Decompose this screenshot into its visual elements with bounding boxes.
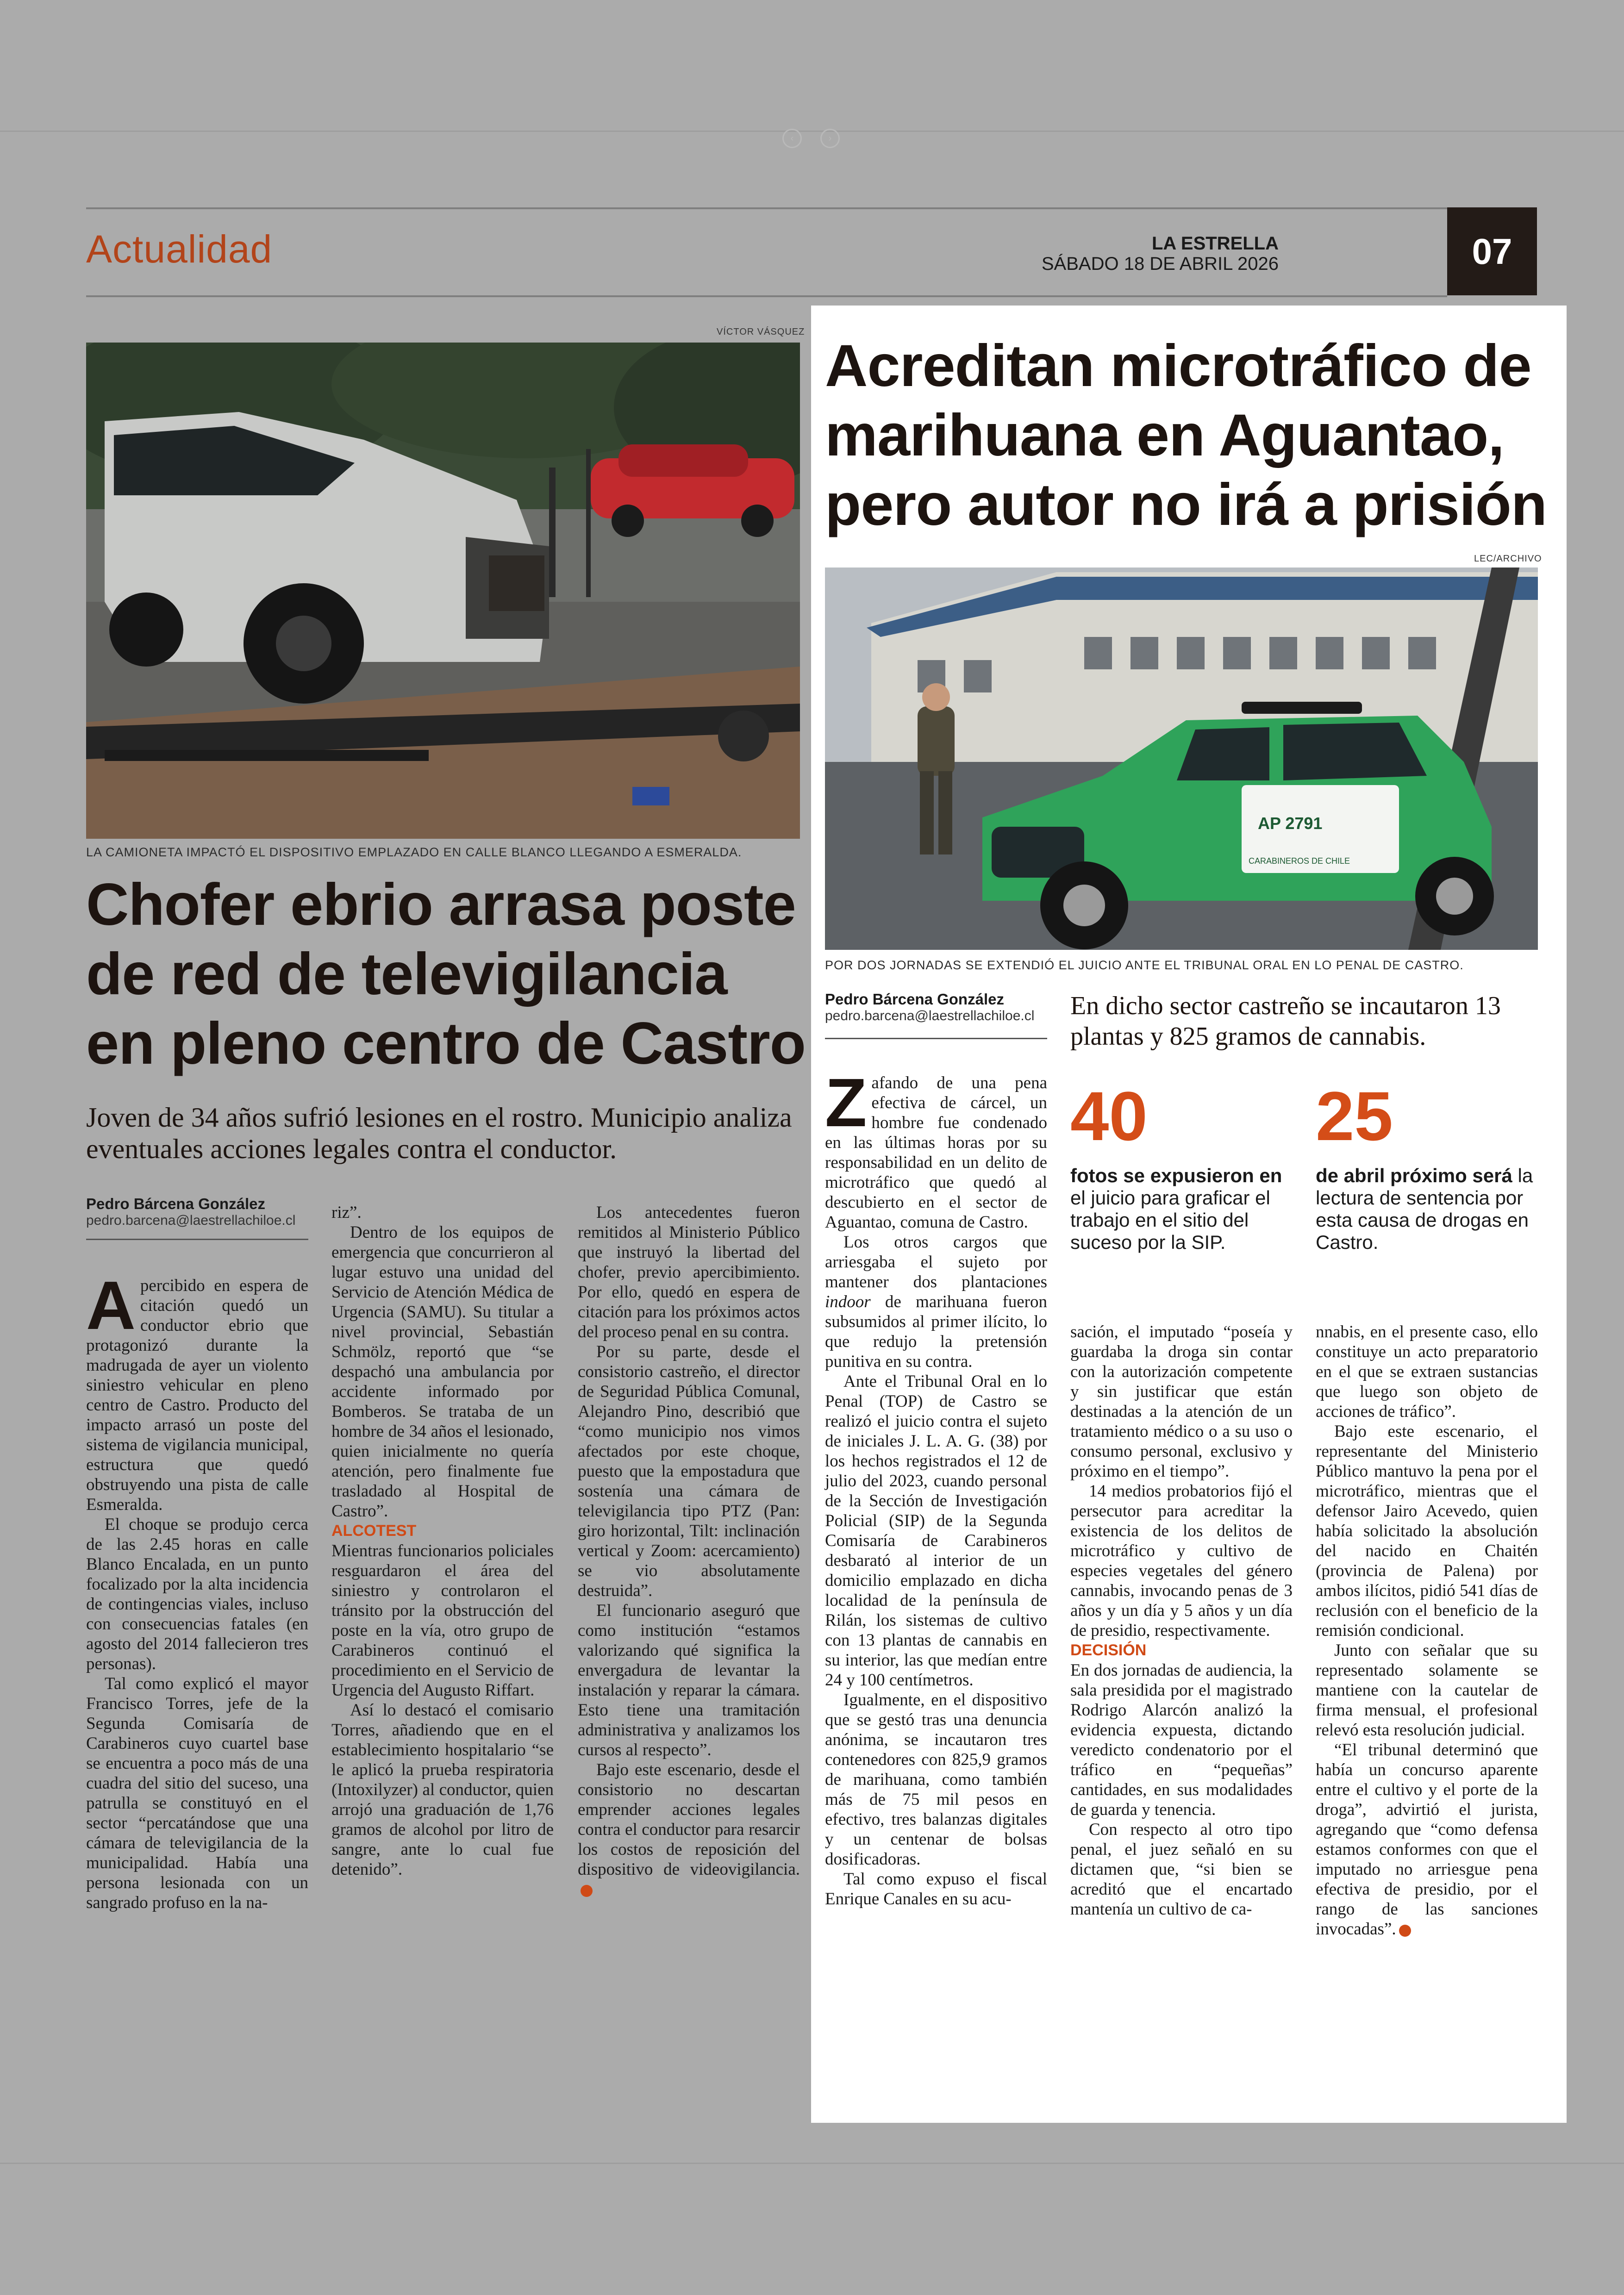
right-col3-p0: nnabis, en el presente caso, ello constituye un acto preparatorio en el que se extraen sustancias que luego son objeto de acciones de tráfico”.: [1316, 1322, 1538, 1421]
left-col2-p2: Mientras funcionarios policiales resguardaron el área del siniestro y controlaron el tránsito por la obstrucción del poste en la vía, otro grupo de Carabineros continuó el procedimiento en el Servicio de Urgencia del Augusto Riffart.: [331, 1541, 554, 1700]
right-col3-p1: Bajo este escenario, el representante del Ministerio Público mantuvo la pena por el microtráfico, mientras que el defensor Jairo Acevedo, quien había solicitado la absolución del nacido en Chaitén (provincia de Palena) por ambos ilícitos, pidió 541 días de reclusión con el beneficio de la remisión condicional.: [1316, 1422, 1538, 1640]
right-column-3: [1316, 1322, 1538, 1939]
stat-25-box: [1316, 1077, 1538, 1254]
left-col3-p3: El funcionario aseguró que como institución “estamos valorizando qué significa la envergadura de levantar la instalación y reparar la cámara. Esto tiene una tramitación administrativa y analizamos los cursos al respecto”.: [578, 1601, 800, 1759]
right-headline: Acreditan microtráfico de marihuana en Aguantao, pero autor no irá a prisión: [825, 333, 1547, 538]
left-photo-caption: LA CAMIONETA IMPACTÓ EL DISPOSITIVO EMPLAZADO EN CALLE BLANCO LLEGANDO A ESMERALDA.: [86, 845, 742, 859]
right-author: Pedro Bárcena González: [825, 991, 1004, 1008]
left-headline: Chofer ebrio arrasa poste de red de televigilancia en pleno centro de Castro: [86, 872, 806, 1077]
left-col2-p0: riz”.: [331, 1203, 362, 1222]
stat-40-box: [1070, 1077, 1293, 1254]
left-col3-p1: Los antecedentes fueron remitidos al Ministerio Público que instruyó la libertad del chofer, previo apercibimiento. Por ello, quedó en espera de citación para los próximos actos del proceso penal en su contra.: [578, 1203, 800, 1341]
right-col2-p0: sación, el imputado “poseía y guardaba la droga sin contar con la autorización competente y sin justificar que están destinadas a la atención de un tratamiento médico o a su uso o consumo personal, exclusivo y próximo en el tiempo”.: [1070, 1322, 1293, 1481]
left-column-1: [86, 1267, 308, 1913]
left-col1-p2: El choque se produjo cerca de las 2.45 horas en calle Blanco Encalada, en un punto focalizado por la alta incidencia de contingencias viales, incluso con consecuencias fatales (en agosto del 2014 fallecieron tres personas).: [86, 1515, 308, 1673]
left-author: Pedro Bárcena González: [86, 1195, 265, 1212]
left-col2-p3: Así lo destacó el comisario Torres, añadiendo que en el establecimiento hospitalario “se le aplicó la prueba respiratoria (Intoxilyzer) al conductor, quien arrojó una graduación de 1,76 gramos de alcohol por litro de sangre, ante lo cual fue detenido”.: [331, 1701, 554, 1879]
previous-page-icon[interactable]: ‹: [782, 129, 802, 148]
right-author-email[interactable]: pedro.barcena@laestrellachiloe.cl: [825, 1008, 1035, 1023]
right-col2-p1: 14 medios probatorios fijó el persecutor para acreditar la existencia de los delitos de microtráfico y cultivo de especies vegetales del género cannabis, invocando penas de 3 años y un día y 5 años y un día de presidio, respectivamente.: [1070, 1482, 1293, 1640]
left-col1-p1: percibido en espera de citación quedó un conductor ebrio que protagonizó durante la madrugada de ayer un violento siniestro vehicular en pleno centro de Castro. Producto del impacto arrasó un poste del sistema de vigilancia municipal, estructura que quedó obstruyendo una pista de calle Esmeralda.: [86, 1276, 308, 1514]
left-drop-cap: A: [86, 1267, 136, 1344]
stat-25-number: 25: [1316, 1077, 1393, 1155]
left-author-email[interactable]: pedro.barcena@laestrellachiloe.cl: [86, 1213, 296, 1228]
end-of-article-icon: [581, 1885, 593, 1897]
left-subhead-alcotest: ALCOTEST: [331, 1522, 417, 1540]
right-col3-p3: “El tribunal determinó que había un concurso aparente entre el cultivo y el porte de la droga”, advirtió el jurista, agregando que “como defensa estamos conformes con que el imputado no arriesgue pena efectiva de presidio, por el rango de las sanciones invocadas”.: [1316, 1740, 1538, 1939]
crashed-pickup-photo: [86, 343, 800, 839]
right-subhead-decision: DECISIÓN: [1070, 1641, 1147, 1659]
stat-40-text: fotos se expusieron en el juicio para graficar el trabajo en el sitio del suceso por la SIP.: [1070, 1165, 1282, 1253]
masthead: [1042, 233, 1279, 274]
right-column-1: [825, 1065, 1047, 1909]
header-bottom-rule: [86, 295, 1447, 297]
right-col1-p2: Los otros cargos que arriesgaba el sujeto por mantener dos plantaciones indoor de marihuana fueron subsumidos al primer ilícito, lo que redujo la pretensión punitiva en su contra.: [825, 1233, 1047, 1371]
left-column-3: [578, 1203, 800, 1899]
left-col3-p2: Por su parte, desde el consistorio castreño, el director de Seguridad Pública Comunal, Alejandro Pino, describió que “como municipio nos vimos afectados por este choque, puesto que la empostadura que sostenía una cámara de televigilancia tipo PTZ (Pan: giro horizontal, Tilt: inclinación vertical y Zoom: acercamiento) se vio absolutamente destruida”.: [578, 1342, 800, 1600]
stat-40-number: 40: [1070, 1077, 1148, 1155]
left-col2-p1: Dentro de los equipos de emergencia que concurrieron al lugar estuvo una unidad del Servicio de Atención Médica de Urgencia (SAMU). Su titular a nivel provincial, Sebastián Schmölz, reportó que “se despachó una ambulancia por accidente informado por Bomberos. Se trataba de un hombre de 34 años el lesionado, quien inicialmente no quería atención, pero finalmente fue trasladado al Hospital de Castro”.: [331, 1223, 554, 1521]
section-title: Actualidad: [86, 227, 273, 271]
header-top-rule: [86, 207, 1447, 209]
right-column-2: [1070, 1322, 1293, 1919]
left-photo-credit: VÍCTOR VÁSQUEZ: [717, 327, 805, 337]
left-col3-p4: Bajo este escenario, desde el consistorio no descartan emprender acciones legales contra el conductor para resarcir los costos de reposición del dispositivo de videovigilancia.: [578, 1760, 800, 1879]
right-col2-p2: En dos jornadas de audiencia, la sala presidida por el magistrado Rodrigo Alarcón analizó la evidencia expuesta, dictando veredicto condenatorio por el tráfico en “pequeñas” cantidades, en sus modalidades de guarda y tenencia.: [1070, 1661, 1293, 1819]
right-col3-p2: Junto con señalar que su representado solamente se mantiene con la cautelar de firma mensual, el profesional relevó esta resolución judicial.: [1316, 1641, 1538, 1740]
right-byline: [825, 991, 1056, 1024]
right-col1-p3: Ante el Tribunal Oral en lo Penal (TOP) de Castro se realizó el juicio contra el sujeto de iniciales J. L. A. G. (38) por los hechos registrados el 12 de julio del 2023, cuando personal de la Sección de Investigación Policial (SIP) de la Segunda Comisaría de Carabineros desbarató al interior de un domicilio emplazado en dicha localidad de la península de Rilán, los sistemas de cultivo con 13 plantas de cannabis en su interior, las que medían entre 24 y 100 centímetros.: [825, 1372, 1047, 1690]
right-col1-p1: afando de una pena efectiva de cárcel, un hombre fue condenado en las últimas horas por su responsabilidad en un delito de microtráfico que quedó al descubierto en el sector de Aguantao, comuna de Castro.: [825, 1073, 1047, 1232]
left-byline-rule: [86, 1239, 308, 1240]
next-page-icon[interactable]: ›: [820, 129, 840, 148]
stat-25-text: de abril próximo será la lectura de sentencia por esta causa de drogas en Castro.: [1316, 1165, 1533, 1253]
left-deck: Joven de 34 años sufrió lesiones en el rostro. Municipio analiza eventuales acciones legales contra el conductor.: [86, 1102, 792, 1164]
page-number: 07: [1447, 207, 1537, 295]
right-col1-p5: Tal como expuso el fiscal Enrique Canales en su acu-: [825, 1870, 1047, 1908]
left-col1-p3: Tal como explicó el mayor Francisco Torres, jefe de la Segunda Comisaría de Carabineros cuyo cuartel base se encuentra a poco más de una cuadra del sitio del suceso, una patrulla se constituyó en el sector “percatándose que una cámara de televigilancia de la municipalidad. Había una persona lesionada con un sangrado profuso en la na-: [86, 1674, 308, 1912]
end-of-article-icon: [1399, 1925, 1411, 1937]
viewer-page-nav[interactable]: [782, 129, 840, 148]
newspaper-name: LA ESTRELLA: [1151, 233, 1279, 254]
right-col1-p4: Igualmente, en el dispositivo que se gestó tras una denuncia anónima, se incautaron tres contenedores con 825,9 gramos de marihuana, como también más de 75 mil pesos en efectivo, tres balanzas digitales y un centenar de bolsas dosificadoras.: [825, 1690, 1047, 1869]
right-photo-credit: LEC/ARCHIVO: [1474, 554, 1542, 564]
issue-date: SÁBADO 18 DE ABRIL 2026: [1041, 254, 1279, 274]
truck-plate-text: AP 2791: [1258, 814, 1323, 833]
right-drop-cap: Z: [825, 1065, 867, 1141]
right-deck: En dicho sector castreño se incautaron 13 plantas y 825 gramos de cannabis.: [1070, 992, 1501, 1051]
viewer-bottom-divider: [0, 2163, 1624, 2164]
police-truck-photo: [825, 568, 1538, 950]
left-byline: [86, 1195, 318, 1229]
truck-label-text: CARABINEROS DE CHILE: [1249, 856, 1350, 866]
left-column-2: [331, 1203, 554, 1879]
right-col2-p3: Con respecto al otro tipo penal, el juez señaló en su dictamen que, “si bien se acreditó que el encartado mantenía un cultivo de ca-: [1070, 1820, 1293, 1919]
right-byline-rule: [825, 1038, 1047, 1039]
right-photo-caption: POR DOS JORNADAS SE EXTENDIÓ EL JUICIO ANTE EL TRIBUNAL ORAL EN LO PENAL DE CASTRO.: [825, 958, 1464, 972]
